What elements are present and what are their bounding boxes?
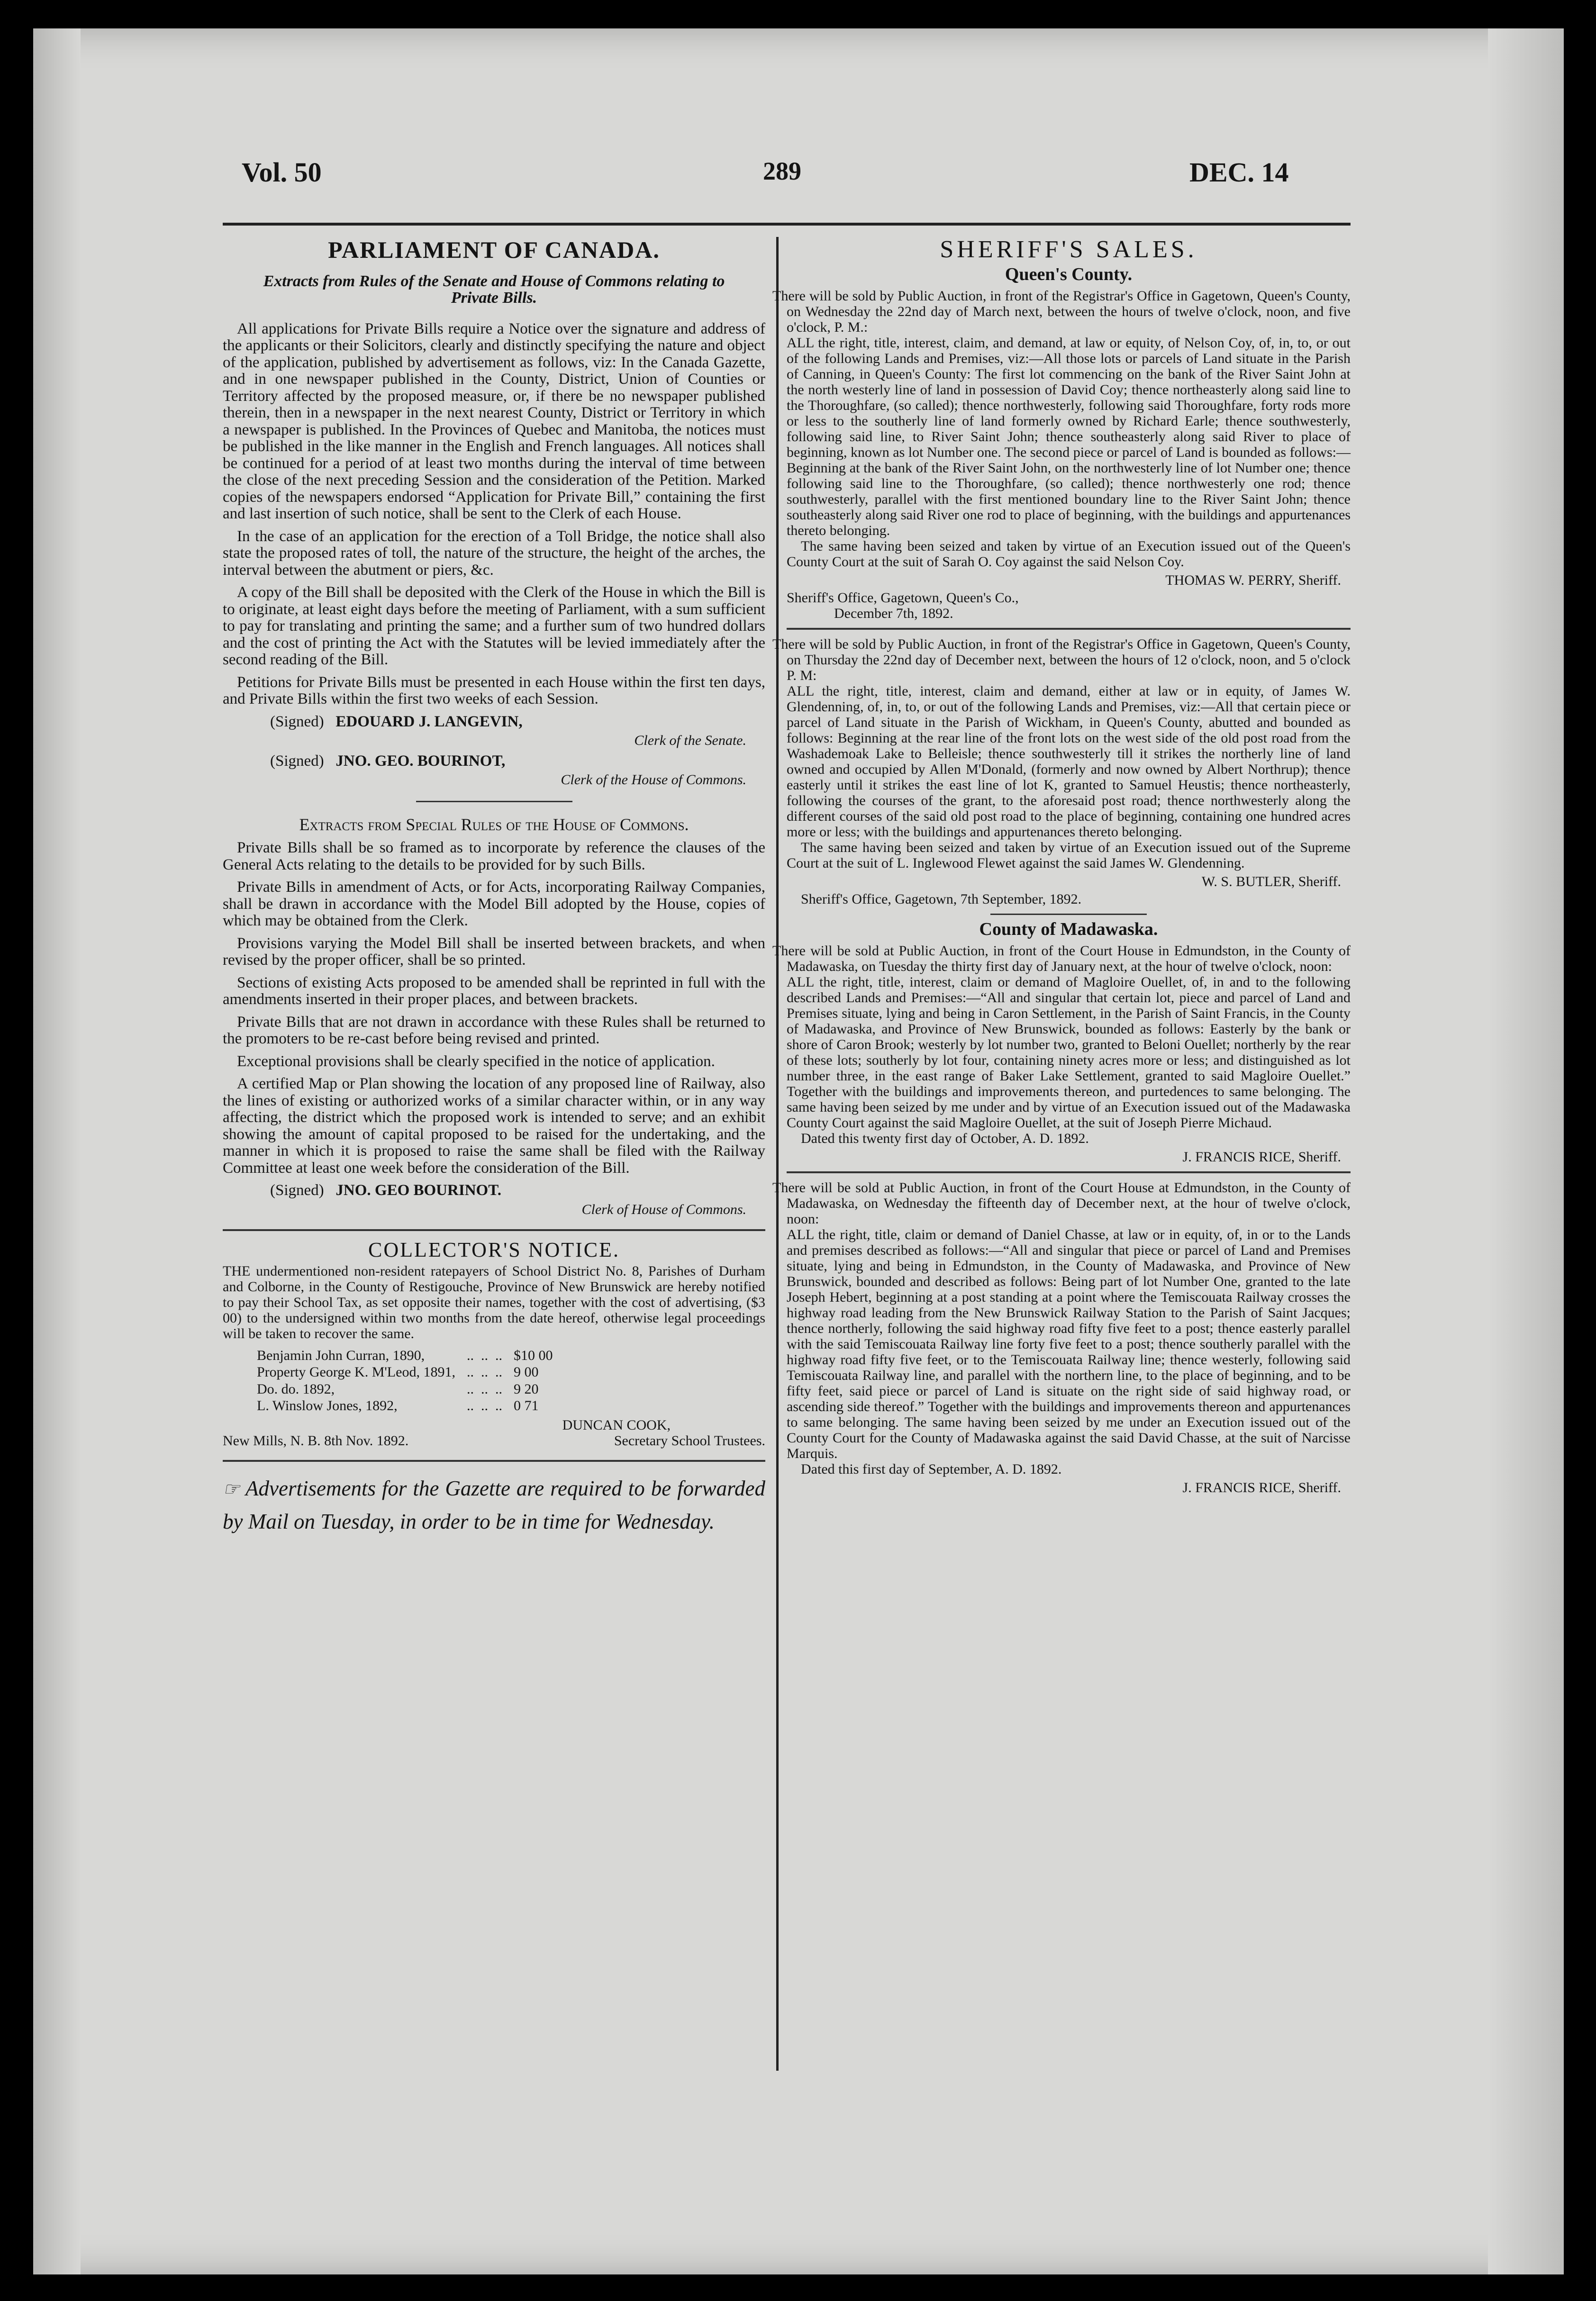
table-row: L. Winslow Jones, 1892, .. .. .. 0 71: [257, 1398, 539, 1413]
left-column: [223, 236, 765, 1543]
volume-label: Vol. 50: [242, 157, 322, 188]
sheriff-signature: W. S. BUTLER, Sheriff.: [1201, 874, 1341, 889]
table-row: Do. do. 1892, .. .. .. 9 20: [257, 1381, 539, 1397]
sheriff-signature: J. FRANCIS RICE, Sheriff.: [1182, 1149, 1341, 1165]
divider: [787, 628, 1351, 630]
newspaper-page: [33, 28, 1564, 2274]
rule-paragraph: Provisions varying the Model Bill shall be inserted between brackets, and when revised by the proper officer, shall be so printed.: [223, 934, 765, 969]
sale-body: ALL the right, title, interest, claim and demand, either at law or in equity, of James W. Glendenning, of, in, to, or out of the following Lands and Premises, viz:—All that certain piece or parcel of Land situate in the Parish of Wickham, in Queen's County, abutted and bounded as follows: Beginning at the rear line of the front lots on the west side of the old post road from the Washademoak Lake to Belleisle; thence southwesterly till it strikes the northerly line of land owned and occupied by Allen M'Donald, (formerly and now owned by Albert Northrup); thence easterly until it strikes the east line of lot K, granted to Samuel Heustis; thence northeasterly, following the courses of the grant, to the aforesaid post road; thence northwesterly along the different courses of the said old post road to the place of beginning, containing one hundred acres more or less; with the buildings and appurtenances thereto belonging.: [787, 683, 1351, 840]
rule-paragraph: Private Bills shall be so framed as to incorporate by reference the clauses of the General Acts relating to the details to be provided for by such Bills.: [223, 839, 765, 873]
ratepayers-table: [251, 1347, 558, 1414]
sale-date: December 7th, 1892.: [834, 606, 953, 621]
divider: [223, 1229, 765, 1231]
signed-label: (Signed): [270, 752, 324, 770]
table-row: Property George K. M'Leod, 1891, .. .. .. 9 00: [257, 1364, 539, 1380]
collector-notice-text: THE undermentioned non-resident ratepayers of School District No. 8, Parishes of Durham and Colborne, in the County of Restigouche, Province of New Brunswick are hereby notified to pay their School Tax, as set opposite their names, together with the cost of advertising, ($3 00) to the undersigned within two months from the date hereof, otherwise legal proceedings will be taken to recover the same.: [223, 1263, 765, 1341]
sale-intro: There will be sold by Public Auction, in front of the Registrar's Office in Gagetown, Queen's County, on Wednesday the 22nd day of March next, between the hours of twelve o'clock, noon, and five o'clock, P. M.:: [772, 288, 1351, 335]
rule-paragraph: Sections of existing Acts proposed to be amended shall be reprinted in full with the amendments inserted in their proper places, and between brackets.: [223, 974, 765, 1008]
sale-intro: There will be sold by Public Auction, in front of the Registrar's Office in Gagetown, Queen's County, on Thursday the 22nd day of December next, between the hours of 12 o'clock, noon, and 5 o'clock P. M:: [772, 636, 1351, 683]
table-row: Benjamin John Curran, 1890, .. .. .. $10 00: [257, 1347, 553, 1363]
header-rule: [223, 223, 1351, 226]
page-edge-shadow: [1488, 28, 1564, 2274]
signatory-name: JNO. GEO BOURINOT.: [336, 1182, 501, 1199]
column-divider: [776, 237, 779, 2071]
divider: [223, 1460, 765, 1462]
sale-body: ALL the right, title, claim or demand of Daniel Chasse, at law or in equity, of, in or to the Lands and premises described as follows:—“All and singular that piece or parcel of Land and Premises situate, lying and being in Edmundston, in the County of Madawaska, and Province of New Brunswick, bounded and described as follows: Being part of lot Number One, granted to the late Joseph Hebert, beginning at a post standing at a point where the Temiscouata Railway crosses the highway road leading from the New Brunswick Railway Station to the Parish of Saint Jacques; thence northerly, following the said highway road fifty five feet to a post; thence easterly parallel with the said Temiscouata Railway line forty five feet to a post; thence southerly parallel with the highway road fifty five feet, or to the Temiscouata Railway line; thence westerly, following said Temiscouata Railway line, and parallel with the northern line, to the place of beginning, and to be fifty feet, said piece or parcel of Land is situate on the right side of said highway road, or ascending side thereof.” Together with the buildings and improvements thereon and appurtenances to same belonging. The same having been seized by me under an Execution issued out of the County Court for the County of Madawaska against the said David Chasse, at the suit of Narcisse Marquis.: [787, 1227, 1351, 1461]
madawaska-heading: County of Madawaska.: [979, 919, 1158, 939]
rule-paragraph: Petitions for Private Bills must be presented in each House within the first ten days, and Private Bills within the first two weeks of each Session.: [223, 673, 765, 707]
sale-dated: Dated this twenty first day of October, A. D. 1892.: [801, 1131, 1089, 1146]
rule-paragraph: Exceptional provisions shall be clearly specified in the notice of application.: [237, 1052, 715, 1070]
sale-seized: The same having been seized and taken by virtue of an Execution issued out of the Queen's County Court at the suit of Sarah O. Coy against the said Nelson Coy.: [787, 538, 1351, 570]
collector-place-date: New Mills, N. B. 8th Nov. 1892.: [223, 1432, 409, 1449]
rule-paragraph: A copy of the Bill shall be deposited with the Clerk of the House in which the Bill is to originate, at least eight days before the meeting of Parliament, with a sum sufficient to pay for translating and printing the same; and a further sum of two hundred dollars and the cost of printing the Act with the Statutes will be levied immediately after the second reading of the Bill.: [223, 584, 765, 668]
extracts-heading: Extracts from Rules of the Senate and House of Commons relating to Private Bills.: [263, 272, 725, 307]
sale-body: ALL the right, title, interest, claim or demand of Magloire Ouellet, of, in and to the following described Lands and Premises:—“All and singular that certain lot, piece and parcel of Land and Premises situate, lying and being in Caron Settlement, in the Parish of Saint Francis, in the County of Madawaska, and Province of New Brunswick, bounded as follows: Easterly by the bank or shore of Caron Brook; westerly by lot number two, granted to Beloni Ouellet; northerly by the rear of these lots; southerly by lot four, containing ninety acres more or less; and distinguished as lot number three, in the east range of Baker Lake Settlement, granted to said Magloire Ouellet.” Together with the buildings and improvements thereon, and purtedences to same belonging. The same having been seized by me under and by virtue of an Execution issued out of the Madawaska County Court against the said Magloire Ouellet, at the suit of Joseph Pierre Michaud.: [787, 974, 1351, 1131]
sheriffs-sales-title: SHERIFF'S SALES.: [940, 236, 1197, 263]
binding-shadow: [33, 28, 81, 2274]
rule-paragraph: All applications for Private Bills require a Notice over the signature and address of the applicants or their Solicitors, clearly and distinctly specifying the nature and object of the application, published by advertisement as follows, viz: In the Canada Gazette, and in one newspaper published in the County, District, Union of Counties or Territory affected by the proposed measure, or, if there be no newspaper published therein, then in a newspaper in the next nearest County, District or Territory in which a newspaper is published. In the Provinces of Quebec and Manitoba, the notices must be published in the like manner in the English and French languages. All notices shall be continued for a period of at least two months during the interval of time between the close of the next preceding Session and the consideration of the Petition. Marked copies of the newspapers endorsed “Application for Private Bill,” containing the first and last insertion of such notice, shall be sent to the Clerk of each House.: [223, 320, 765, 522]
signed-label: (Signed): [270, 1182, 324, 1199]
sale-intro: There will be sold at Public Auction, in front of the Court House in Edmundston, in the County of Madawaska, on Tuesday the thirty first day of January next, at the hour of twelve o'clock, noon:: [772, 943, 1351, 974]
sale-dated: Dated this first day of September, A. D. 1892.: [801, 1461, 1062, 1477]
signatory-title: Clerk of House of Commons.: [581, 1201, 746, 1217]
signatory-title: Clerk of the Senate.: [634, 733, 746, 748]
sheriff-office: Sheriff's Office, Gagetown, 7th September, 1892.: [801, 891, 1082, 907]
sheriff-office: Sheriff's Office, Gagetown, Queen's Co.,: [787, 590, 1019, 606]
issue-date: DEC. 14: [1189, 157, 1289, 188]
sale-seized: The same having been seized and taken by virtue of an Execution issued out of the Supreme Court at the suit of L. Inglewood Flewet against the said James W. Glendenning.: [787, 840, 1351, 871]
parliament-title: PARLIAMENT OF CANADA.: [328, 236, 660, 263]
sale-intro: There will be sold at Public Auction, in front of the Court House at Edmundston, in the County of Madawaska, on Wednesday the fifteenth day of December next, at the hour of twelve o'clock, noon:: [772, 1180, 1351, 1227]
signature-block: [223, 714, 765, 788]
pointing-hand-icon: ☞: [223, 1478, 240, 1500]
signatory-title: Clerk of the House of Commons.: [561, 772, 746, 788]
signatory-name: EDOUARD J. LANGEVIN,: [336, 713, 523, 730]
collector-role: Secretary School Trustees.: [614, 1432, 765, 1449]
sheriff-signature: THOMAS W. PERRY, Sheriff.: [1165, 572, 1341, 588]
queens-county-heading: Queen's County.: [1005, 264, 1133, 284]
collector-name: DUNCAN COOK,: [562, 1417, 671, 1433]
rule-paragraph: Private Bills in amendment of Acts, or for Acts, incorporating Railway Companies, shall be drawn in accordance with the Model Bill adopted by the House, copies of which may be obtained from the Clerk.: [223, 879, 765, 929]
advertisement-notice: ☞ Advertisements for the Gazette are required to be forwarded by Mail on Tuesday, in order to be in time for Wednesday.: [223, 1476, 765, 1533]
rule-paragraph: A certified Map or Plan showing the location of any proposed line of Railway, also the lines of existing or authorized works of a similar character within, or in any way affecting, the district which the proposed work is intended to serve; and an exhibit showing the amount of capital proposed to be raised for the undertaking, and the manner in which it is proposed to raise the same shall be filed with the Railway Committee at least one week before the consideration of the Bill.: [223, 1075, 765, 1177]
rule-paragraph: Private Bills that are not drawn in accordance with these Rules shall be returned to the promoters to be re-cast before being revised and printed.: [223, 1013, 765, 1047]
right-column: [772, 236, 1351, 1497]
divider: [416, 801, 572, 802]
divider: [990, 914, 1147, 915]
collector-notice-title: COLLECTOR'S NOTICE.: [368, 1238, 620, 1261]
signed-label: (Signed): [270, 713, 324, 730]
special-rules-heading: Extracts from Special Rules of the House of Commons.: [299, 815, 689, 834]
divider: [787, 1171, 1351, 1173]
rule-paragraph: In the case of an application for the erection of a Toll Bridge, the notice shall also state the proposed rates of toll, the nature of the structure, the height of the arches, the interval between the abutment or piers, &c.: [223, 527, 765, 579]
signatory-name: JNO. GEO. BOURINOT,: [336, 752, 506, 770]
sheriff-signature: J. FRANCIS RICE, Sheriff.: [1182, 1480, 1341, 1495]
sale-body: ALL the right, title, interest, claim, and demand, at law or equity, of Nelson Coy, of, in, to, or out of the following Lands and Premises, viz:—All those lots or parcels of Land situate in the Parish of Canning, in Queen's County: The first lot commencing on the bank of the River Saint John at the north westerly line of land in possession of David Coy; thence northeasterly along said line to the Thoroughfare, (so called); thence northwesterly, following said Thoroughfare, forty rods more or less to the southerly line of land formerly owned by Richard Earle; thence southwesterly, following said line, to River Saint John; thence southeasterly along said River to place of beginning, known as lot Number one. The second piece or parcel of Land is bounded as follows:—Beginning at the bank of the River Saint John, on the northwesterly line of lot Number one; thence following said line to the Thoroughfare, (so called); thence northwesterly one rod; thence southwesterly, parallel with the first mentioned boundary line to the River Saint John; thence southeasterly along said River one rod to place of beginning, with the buildings and appurtenances thereto belonging.: [787, 335, 1351, 538]
page-number: 289: [763, 157, 801, 185]
